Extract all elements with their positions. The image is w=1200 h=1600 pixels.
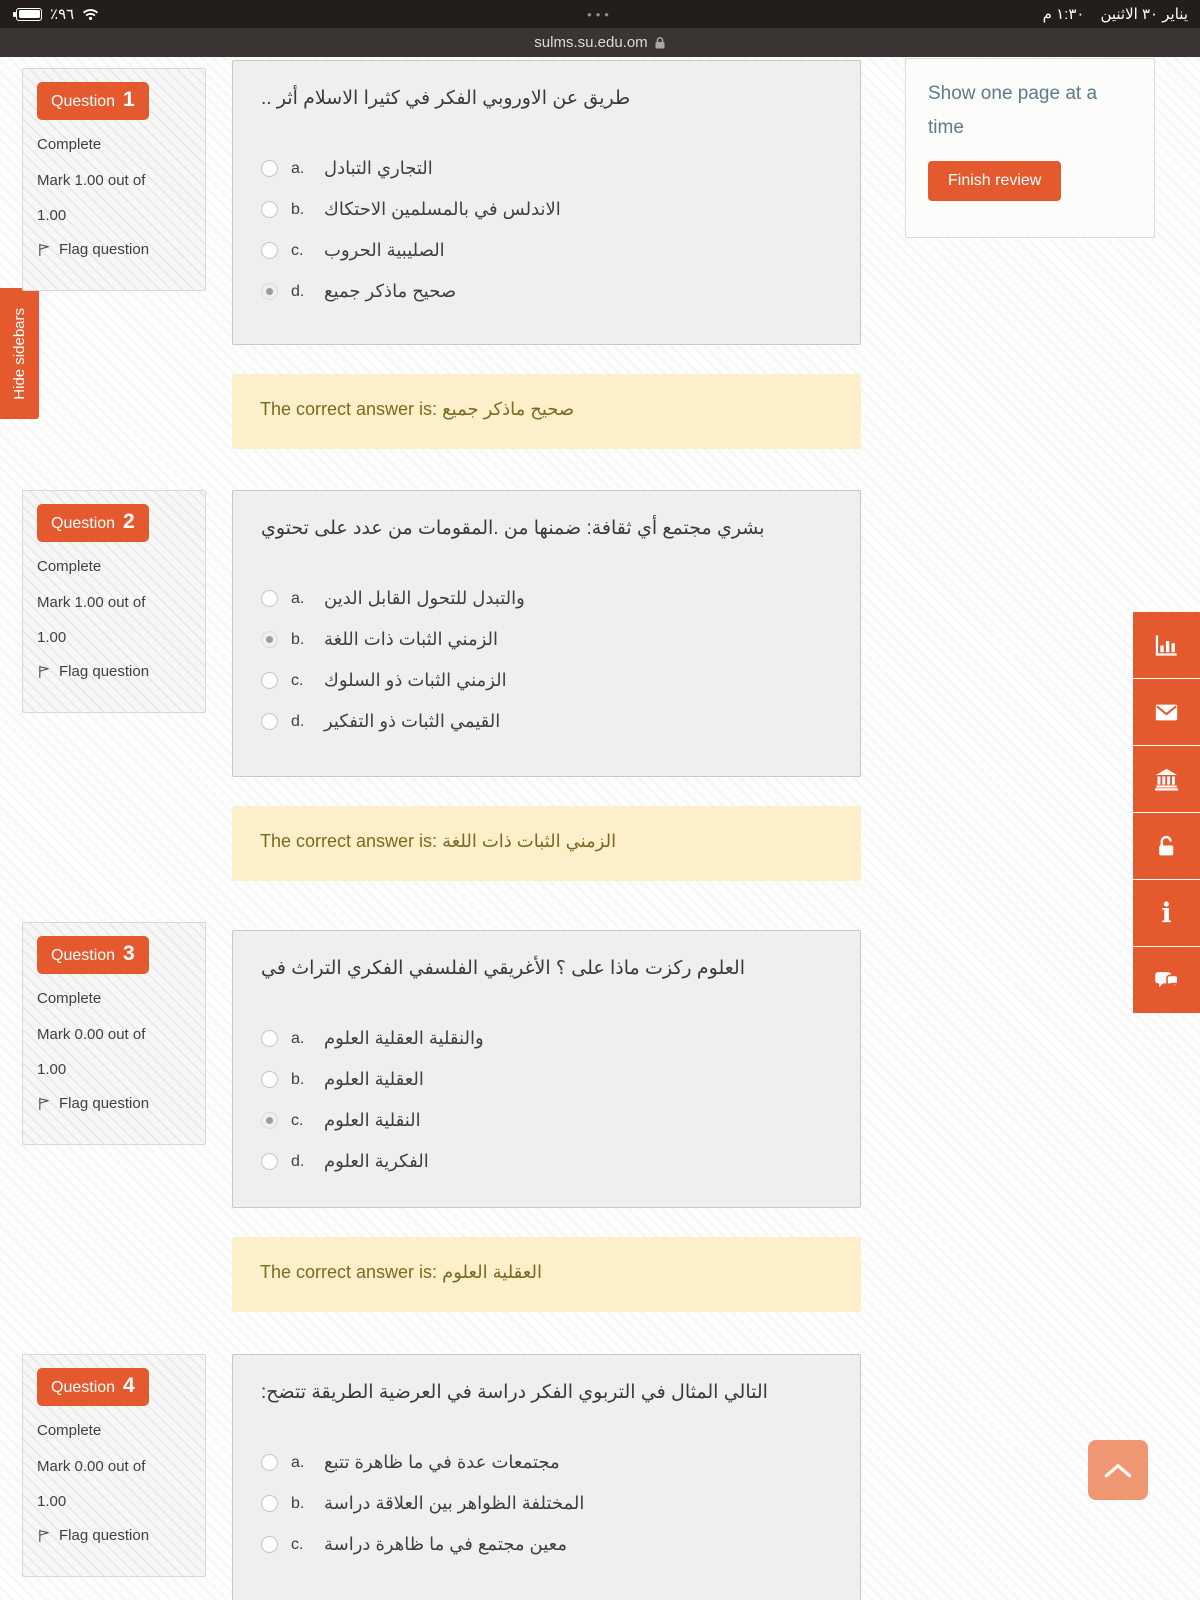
option-letter: a. — [291, 589, 305, 607]
question-1-state: Complete — [37, 136, 102, 153]
option-text: الزمني الثبات ذو السلوك — [324, 670, 507, 690]
option-text: الصليبية الحروب — [324, 240, 445, 260]
radio-button[interactable] — [261, 1071, 278, 1088]
question-4-option-b — [261, 1483, 832, 1524]
option-text: الزمني الثبات ذات اللغة — [324, 629, 499, 649]
envelope-icon[interactable] — [1133, 679, 1200, 745]
question-1-option-d — [261, 271, 832, 312]
question-4-chip — [37, 1368, 149, 1406]
browser-address-bar[interactable] — [0, 28, 1200, 57]
option-letter: b. — [291, 200, 305, 218]
question-number: 2 — [123, 510, 135, 533]
radio-button[interactable] — [261, 672, 278, 689]
question-2-option-b — [261, 619, 832, 660]
option-text: صحيح ماذكر جميع — [324, 281, 457, 301]
page-url[interactable]: sulms.su.edu.om — [534, 34, 648, 51]
flag-question-2-link[interactable] — [37, 663, 191, 680]
battery-percent: ٪٩٦ — [50, 6, 75, 23]
question-2-option-a — [261, 578, 832, 619]
correct-answer-text: الزمني الثبات ذات اللغة — [442, 831, 617, 851]
option-letter: c. — [291, 671, 304, 689]
option-text: مجتمعات عدة في ما ظاهرة تتبع — [324, 1452, 560, 1472]
question-1-info-box — [22, 68, 206, 291]
option-text: النقلية العلوم — [324, 1110, 421, 1130]
question-number: 4 — [123, 1374, 135, 1397]
hide-sidebars-tab[interactable] — [0, 288, 39, 419]
question-3-stem: العلوم ركزت ماذا على ؟ الأغريقي الفلسفي الفكري التراث في — [261, 958, 745, 979]
question-4-option-c — [261, 1524, 832, 1565]
option-text: الاندلس في بالمسلمين الاحتكاك — [324, 199, 561, 219]
lock-icon — [654, 36, 666, 50]
flag-question-label: Flag question — [59, 1527, 150, 1544]
option-text: العقلية العلوم — [324, 1069, 424, 1089]
radio-button[interactable] — [261, 160, 278, 177]
question-3-option-a — [261, 1018, 832, 1059]
correct-answer-prefix: The correct answer is: — [260, 831, 443, 851]
radio-button[interactable] — [261, 201, 278, 218]
correct-answer-prefix: The correct answer is: — [260, 399, 443, 419]
clock-time: ١:٣٠ م — [1042, 6, 1085, 23]
flag-question-4-link[interactable] — [37, 1527, 191, 1544]
question-2-chip — [37, 504, 149, 542]
question-1-correct-answer — [232, 374, 861, 449]
question-1-chip — [37, 82, 149, 120]
flag-question-label: Flag question — [59, 241, 150, 258]
option-letter: c. — [291, 241, 304, 259]
question-3-option-b — [261, 1059, 832, 1100]
option-letter: d. — [291, 1152, 305, 1170]
question-4-content — [232, 1354, 861, 1600]
correct-answer-text: العقلية العلوم — [442, 1262, 542, 1282]
question-4-state: Complete — [37, 1422, 102, 1439]
correct-answer-text: صحيح ماذكر جميع — [442, 399, 575, 419]
question-2-state: Complete — [37, 558, 102, 575]
option-text: القيمي الثبات ذو التفكير — [324, 711, 501, 731]
flag-question-3-link[interactable] — [37, 1095, 191, 1112]
question-4-stem: :التالي المثال في التربوي الفكر دراسة في العرضية الطريقة تتضح — [261, 1382, 768, 1403]
bank-icon[interactable] — [1133, 746, 1200, 812]
option-letter: c. — [291, 1535, 304, 1553]
quiz-review-page — [0, 57, 1200, 1600]
question-2-option-d — [261, 701, 832, 742]
option-text: معين مجتمع في ما ظاهرة دراسة — [324, 1534, 567, 1554]
flag-icon — [37, 664, 52, 679]
option-text: والنقلية العقلية العلوم — [324, 1028, 484, 1048]
status-right-group — [1043, 5, 1188, 23]
question-number: 1 — [123, 88, 135, 111]
radio-button[interactable] — [261, 283, 278, 300]
question-4-option-a — [261, 1442, 832, 1483]
radio-button[interactable] — [261, 1454, 278, 1471]
finish-review-button[interactable]: Finish review — [928, 161, 1061, 201]
flag-icon — [37, 1096, 52, 1111]
question-3-option-c — [261, 1100, 832, 1141]
flag-icon — [37, 242, 52, 257]
flag-question-1-link[interactable] — [37, 241, 191, 258]
option-letter: d. — [291, 712, 305, 730]
question-2-mark: Mark 1.00 out of 1.00 — [37, 594, 146, 646]
radio-button[interactable] — [261, 1536, 278, 1553]
question-2-content — [232, 490, 861, 777]
option-letter: c. — [291, 1111, 304, 1129]
radio-button[interactable] — [261, 242, 278, 259]
radio-button[interactable] — [261, 1153, 278, 1170]
unlock-icon[interactable] — [1133, 813, 1200, 879]
option-letter: a. — [291, 1029, 305, 1047]
radio-button[interactable] — [261, 590, 278, 607]
clock-date: يناير ٣٠ الاثنين — [1100, 6, 1188, 23]
status-bar — [0, 0, 1200, 28]
question-word: Question — [51, 947, 116, 964]
question-1-option-b — [261, 189, 832, 230]
question-2-correct-answer — [232, 806, 861, 881]
tab-overflow-dots: ••• — [587, 6, 613, 22]
question-1-option-a — [261, 148, 832, 189]
radio-button[interactable] — [261, 1112, 278, 1129]
question-4-mark: Mark 0.00 out of 1.00 — [37, 1458, 146, 1510]
question-1-mark: Mark 1.00 out of 1.00 — [37, 172, 146, 224]
info-icon[interactable]: i — [1133, 880, 1200, 946]
radio-button[interactable] — [261, 631, 278, 648]
option-text: التجاري التبادل — [324, 158, 433, 178]
option-text: الفكرية العلوم — [324, 1151, 429, 1171]
hide-sidebars-label: Hide sidebars — [11, 307, 28, 400]
option-letter: b. — [291, 1494, 305, 1512]
question-2-option-c — [261, 660, 832, 701]
flag-question-label: Flag question — [59, 1095, 150, 1112]
option-text: المختلفة الظواهر بين العلاقة دراسة — [324, 1493, 585, 1513]
radio-button[interactable] — [261, 1495, 278, 1512]
option-letter: b. — [291, 1070, 305, 1088]
question-2-info-box — [22, 490, 206, 713]
question-1-stem: .. طريق عن الاوروبي الفكر في كثيرا الاسلام أثر — [261, 88, 631, 109]
question-word: Question — [51, 1379, 116, 1396]
chat-icon[interactable] — [1133, 947, 1200, 1013]
radio-button[interactable] — [261, 713, 278, 730]
chevron-up-icon — [1102, 1461, 1134, 1480]
flag-question-label: Flag question — [59, 663, 150, 680]
question-word: Question — [51, 93, 116, 110]
question-2-stem: بشري مجتمع أي ثقافة: ضمنها من .المقومات من عدد على تحتوي — [261, 518, 765, 539]
question-3-content — [232, 930, 861, 1208]
question-1-option-c — [261, 230, 832, 271]
question-3-chip — [37, 936, 149, 974]
question-3-state: Complete — [37, 990, 102, 1007]
review-options-card — [905, 58, 1155, 238]
option-letter: b. — [291, 630, 305, 648]
option-letter: a. — [291, 159, 305, 177]
option-letter: a. — [291, 1453, 305, 1471]
question-word: Question — [51, 515, 116, 532]
radio-button[interactable] — [261, 1030, 278, 1047]
question-3-info-box — [22, 922, 206, 1145]
side-tools-rail — [1133, 612, 1200, 1014]
question-3-option-d — [261, 1141, 832, 1182]
show-one-page-link[interactable]: Show one page at a time — [928, 83, 1098, 139]
question-number: 3 — [123, 942, 135, 965]
bar-chart-icon[interactable] — [1133, 612, 1200, 678]
question-4-info-box — [22, 1354, 206, 1577]
flag-icon — [37, 1528, 52, 1543]
option-text: والتبدل للتحول القابل الدين — [324, 588, 525, 608]
question-3-correct-answer — [232, 1237, 861, 1312]
correct-answer-prefix: The correct answer is: — [260, 1262, 443, 1282]
question-3-mark: Mark 0.00 out of 1.00 — [37, 1026, 146, 1078]
back-to-top-button[interactable] — [1088, 1440, 1148, 1500]
question-1-content — [232, 60, 861, 345]
option-letter: d. — [291, 282, 305, 300]
